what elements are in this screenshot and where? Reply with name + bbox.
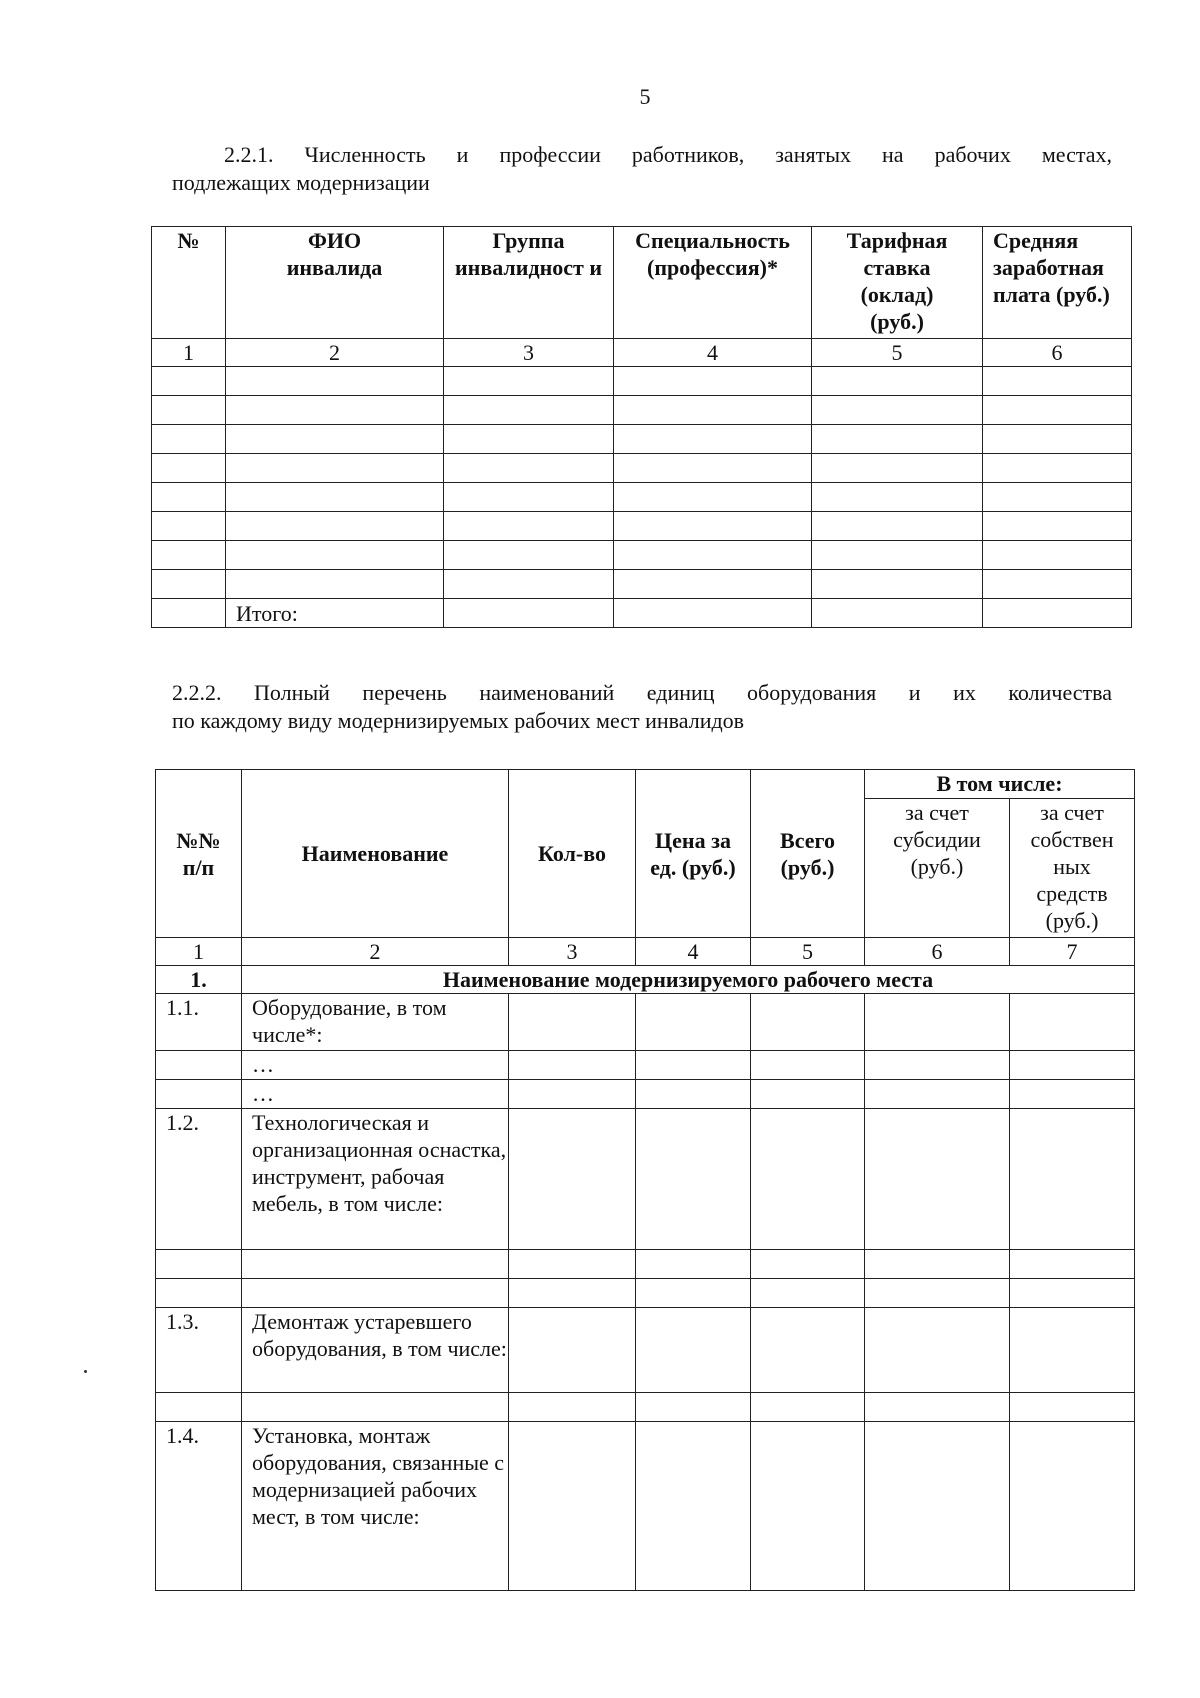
workers-table: [151, 226, 1132, 628]
page-number: 5: [639, 84, 651, 109]
table-row: [152, 454, 1132, 483]
table-row: [156, 1279, 1135, 1308]
row-text: Оборудование, в том числе*:: [242, 994, 509, 1051]
column-numbers-row: [152, 339, 1132, 367]
header-subsidy: за счет субсидии (руб.): [865, 799, 1010, 938]
section-1-heading-line2: подлежащих модернизации: [172, 170, 430, 195]
scan-speck: [84, 1370, 87, 1373]
section-number: 1.: [156, 966, 242, 994]
col-number: 2: [242, 938, 509, 966]
table-row: [152, 425, 1132, 454]
workers-table-header: [152, 227, 1132, 339]
row-number: 1.1.: [156, 994, 242, 1051]
row-number: 1.2.: [156, 1109, 242, 1250]
section-title-row: [156, 966, 1135, 994]
row-text: Демонтаж устаревшего оборудования, в том числе:: [242, 1308, 509, 1393]
table-row: [152, 396, 1132, 425]
equipment-header-row-1: [156, 770, 1135, 799]
section-title: Наименование модернизируемого рабочего места: [242, 966, 1135, 994]
equipment-column-numbers-row: [156, 938, 1135, 966]
header-total: Всего (руб.): [751, 770, 865, 938]
table-row: [152, 483, 1132, 512]
col-number: 5: [751, 938, 865, 966]
row-ellipsis: …: [242, 1051, 509, 1080]
header-num-pp: №№ п/п: [156, 770, 242, 938]
table-row: [156, 1393, 1135, 1422]
table-row: [152, 570, 1132, 599]
header-unit-price: Цена за ед. (руб.): [636, 770, 751, 938]
table-row: [156, 1250, 1135, 1279]
header-average-salary: Средняя заработная плата (руб.): [983, 227, 1132, 339]
table-row: [152, 512, 1132, 541]
header-number: №: [152, 227, 226, 339]
col-number: 3: [444, 339, 614, 367]
table-row: [152, 541, 1132, 570]
col-number: 2: [226, 339, 444, 367]
row-ellipsis: …: [242, 1080, 509, 1109]
col-number: 3: [509, 938, 636, 966]
col-number: 1: [156, 938, 242, 966]
total-label: Итого:: [226, 599, 444, 628]
section-1-heading: [172, 141, 1112, 197]
header-tariff-rate: Тарифная ставка (оклад) (руб.): [812, 227, 983, 339]
col-number: 7: [1010, 938, 1135, 966]
table-row: [156, 994, 1135, 1051]
col-number: 1: [152, 339, 226, 367]
row-number: 1.4.: [156, 1422, 242, 1591]
header-own-funds: за счет собствен ных средств (руб.): [1010, 799, 1135, 938]
section-1-heading-line1: 2.2.1. Численность и профессии работников, занятых на рабочих местах,: [224, 142, 1112, 167]
col-number: 4: [636, 938, 751, 966]
col-number: 6: [983, 339, 1132, 367]
header-quantity: Кол-во: [509, 770, 636, 938]
table-row: [156, 1051, 1135, 1080]
row-text: Технологическая и организационная оснастка, инструмент, рабочая мебель, в том числе:: [242, 1109, 509, 1250]
col-number: 5: [812, 339, 983, 367]
header-disability-group: Группа инвалидност и: [444, 227, 614, 339]
table-row: [156, 1422, 1135, 1591]
total-row: [152, 599, 1132, 628]
table-row: [156, 1109, 1135, 1250]
table-row: [152, 367, 1132, 396]
row-text: Установка, монтаж оборудования, связанные с модернизацией рабочих мест, в том числе:: [242, 1422, 509, 1591]
col-number: 4: [614, 339, 812, 367]
table-row: [156, 1080, 1135, 1109]
header-name: Наименование: [242, 770, 509, 938]
table-row: [156, 1308, 1135, 1393]
equipment-table: [155, 769, 1135, 1591]
section-2-heading-line1: 2.2.2. Полный перечень наименований единиц оборудования и их количества: [172, 680, 1112, 705]
row-number: 1.3.: [156, 1308, 242, 1393]
section-2-heading-line2: по каждому виду модернизируемых рабочих мест инвалидов: [172, 708, 745, 733]
col-number: 6: [865, 938, 1010, 966]
header-fio: ФИО инвалида: [226, 227, 444, 339]
header-including: В том числе:: [865, 770, 1135, 799]
section-2-heading: [172, 679, 1112, 735]
header-specialty: Специальность (профессия)*: [614, 227, 812, 339]
